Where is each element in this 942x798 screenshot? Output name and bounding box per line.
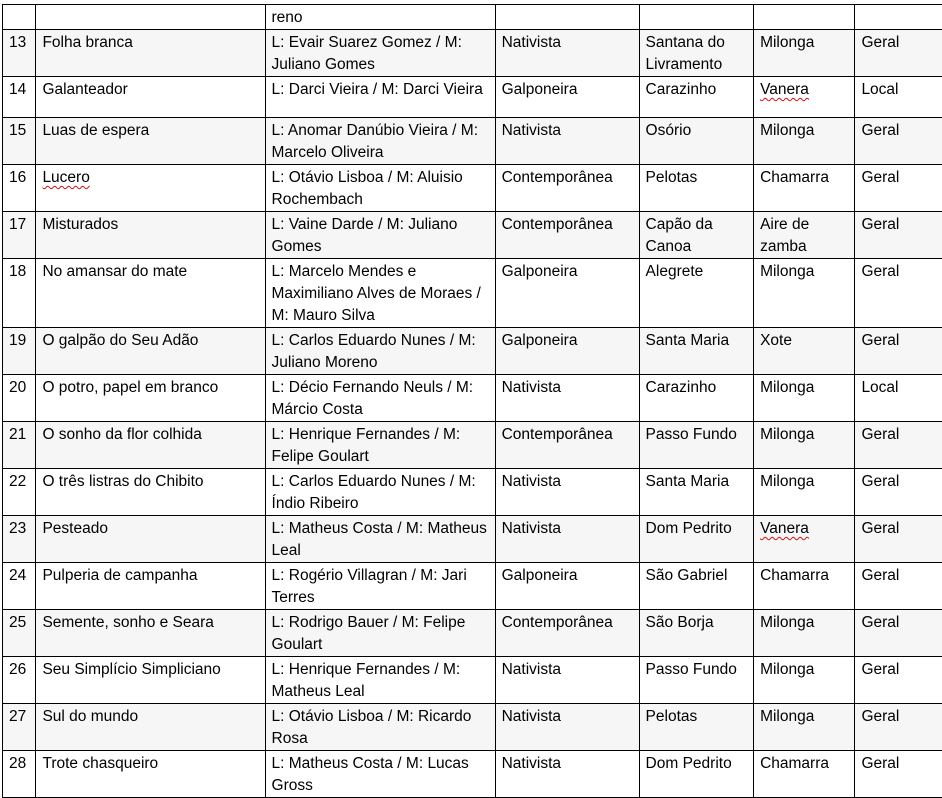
cell-scope: Geral	[855, 30, 942, 77]
cell-scope: Geral	[855, 563, 942, 610]
cell-title: Galanteador	[36, 77, 265, 118]
cell-credits: L: Rogério Villagran / M: Jari Terres	[265, 563, 495, 610]
cell-number: 15	[3, 118, 36, 165]
cell-title: Seu Simplício Simpliciano	[36, 657, 265, 704]
cell-style: Nativista	[495, 657, 639, 704]
cell-title	[36, 165, 265, 212]
cell-credits: L: Carlos Eduardo Nunes / M: Índio Ribeiro	[265, 469, 495, 516]
cell-city: Pelotas	[639, 165, 754, 212]
cell-rhythm: Milonga	[754, 657, 855, 704]
cell-scope: Local	[855, 375, 942, 422]
cell-rhythm: Milonga	[754, 259, 855, 328]
cell-scope: Geral	[855, 610, 942, 657]
cell-title: Trote chasqueiro	[36, 751, 265, 798]
cell-rhythm: Xote	[754, 328, 855, 375]
cell-scope: Local	[855, 77, 942, 118]
cell-scope: Geral	[855, 751, 942, 798]
cell-rhythm	[754, 77, 855, 118]
cell-city: Carazinho	[639, 77, 754, 118]
cell-style: Nativista	[495, 30, 639, 77]
cell-credits: L: Décio Fernando Neuls / M: Márcio Costa	[265, 375, 495, 422]
cell-scope: Geral	[855, 704, 942, 751]
cell-city: Santa Maria	[639, 328, 754, 375]
cell-style: Contemporânea	[495, 610, 639, 657]
cell-scope: Geral	[855, 165, 942, 212]
cell-title: O potro, papel em branco	[36, 375, 265, 422]
title-text: Lucero	[42, 169, 89, 186]
cell-scope	[855, 5, 942, 30]
cell-number: 28	[3, 751, 36, 798]
cell-scope: Geral	[855, 422, 942, 469]
cell-city: Santa Maria	[639, 469, 754, 516]
table-row	[3, 516, 942, 563]
cell-credits: L: Henrique Fernandes / M: Matheus Leal	[265, 657, 495, 704]
cell-rhythm: Milonga	[754, 118, 855, 165]
cell-style: Nativista	[495, 469, 639, 516]
cell-rhythm: Milonga	[754, 704, 855, 751]
cell-credits: L: Otávio Lisboa / M: Aluisio Rochembach	[265, 165, 495, 212]
cell-rhythm: Milonga	[754, 422, 855, 469]
cell-scope: Geral	[855, 118, 942, 165]
cell-city: Santana do Livramento	[639, 30, 754, 77]
cell-credits: L: Carlos Eduardo Nunes / M: Juliano Moreno	[265, 328, 495, 375]
cell-style: Nativista	[495, 751, 639, 798]
cell-style: Nativista	[495, 118, 639, 165]
cell-style: Contemporânea	[495, 212, 639, 259]
cell-rhythm	[754, 5, 855, 30]
table-row	[3, 259, 942, 328]
cell-style: Galponeira	[495, 563, 639, 610]
cell-title: O galpão do Seu Adão	[36, 328, 265, 375]
cell-number: 17	[3, 212, 36, 259]
cell-number: 16	[3, 165, 36, 212]
cell-number: 13	[3, 30, 36, 77]
cell-city: Dom Pedrito	[639, 751, 754, 798]
cell-credits: L: Evair Suarez Gomez / M: Juliano Gomes	[265, 30, 495, 77]
cell-city: Carazinho	[639, 375, 754, 422]
cell-city: Passo Fundo	[639, 422, 754, 469]
cell-style	[495, 5, 639, 30]
table-row	[3, 328, 942, 375]
cell-credits: L: Anomar Danúbio Vieira / M: Marcelo Oliveira	[265, 118, 495, 165]
cell-title: Semente, sonho e Seara	[36, 610, 265, 657]
cell-title: Sul do mundo	[36, 704, 265, 751]
table-row	[3, 563, 942, 610]
cell-rhythm: Chamarra	[754, 563, 855, 610]
cell-scope: Geral	[855, 516, 942, 563]
cell-style: Galponeira	[495, 259, 639, 328]
rhythm-text: Vanera	[760, 520, 809, 537]
cell-title: Luas de espera	[36, 118, 265, 165]
table-row	[3, 212, 942, 259]
table-row	[3, 375, 942, 422]
cell-city: São Borja	[639, 610, 754, 657]
cell-credits: L: Henrique Fernandes / M: Felipe Goulart	[265, 422, 495, 469]
cell-city: São Gabriel	[639, 563, 754, 610]
cell-credits: L: Rodrigo Bauer / M: Felipe Goulart	[265, 610, 495, 657]
cell-city: Osório	[639, 118, 754, 165]
table-row	[3, 165, 942, 212]
cell-title: Pulperia de campanha	[36, 563, 265, 610]
cell-scope: Geral	[855, 657, 942, 704]
cell-city: Alegrete	[639, 259, 754, 328]
cell-title: Pesteado	[36, 516, 265, 563]
cell-city: Capão da Canoa	[639, 212, 754, 259]
cell-number: 25	[3, 610, 36, 657]
cell-style: Nativista	[495, 375, 639, 422]
cell-rhythm: Chamarra	[754, 751, 855, 798]
cell-scope: Geral	[855, 469, 942, 516]
cell-credits: L: Matheus Costa / M: Lucas Gross	[265, 751, 495, 798]
cell-rhythm: Chamarra	[754, 165, 855, 212]
cell-number: 23	[3, 516, 36, 563]
cell-number: 22	[3, 469, 36, 516]
cell-credits: L: Darci Vieira / M: Darci Vieira	[265, 77, 495, 118]
cell-title: No amansar do mate	[36, 259, 265, 328]
cell-style: Galponeira	[495, 77, 639, 118]
cell-number: 18	[3, 259, 36, 328]
cell-city: Passo Fundo	[639, 657, 754, 704]
cell-title	[36, 5, 265, 30]
cell-city: Dom Pedrito	[639, 516, 754, 563]
rhythm-text: Vanera	[760, 81, 809, 98]
cell-number: 21	[3, 422, 36, 469]
cell-style: Nativista	[495, 516, 639, 563]
cell-rhythm: Milonga	[754, 30, 855, 77]
cell-rhythm: Milonga	[754, 375, 855, 422]
cell-number	[3, 5, 36, 30]
cell-number: 24	[3, 563, 36, 610]
cell-rhythm: Milonga	[754, 610, 855, 657]
cell-rhythm	[754, 516, 855, 563]
table-row	[3, 77, 942, 118]
table-row	[3, 422, 942, 469]
cell-credits: L: Vaine Darde / M: Juliano Gomes	[265, 212, 495, 259]
cell-scope: Geral	[855, 212, 942, 259]
cell-rhythm: Aire de zamba	[754, 212, 855, 259]
cell-number: 14	[3, 77, 36, 118]
cell-style: Contemporânea	[495, 422, 639, 469]
table-row-fragment	[3, 5, 942, 30]
cell-style: Contemporânea	[495, 165, 639, 212]
cell-title: Misturados	[36, 212, 265, 259]
cell-credits: reno	[265, 5, 495, 30]
cell-scope: Geral	[855, 328, 942, 375]
cell-title: O três listras do Chibito	[36, 469, 265, 516]
table-row	[3, 704, 942, 751]
cell-city: Pelotas	[639, 704, 754, 751]
cell-city	[639, 5, 754, 30]
cell-number: 19	[3, 328, 36, 375]
songs-table	[2, 4, 942, 798]
cell-scope: Geral	[855, 259, 942, 328]
cell-title: O sonho da flor colhida	[36, 422, 265, 469]
table-row	[3, 30, 942, 77]
cell-number: 27	[3, 704, 36, 751]
cell-credits: L: Otávio Lisboa / M: Ricardo Rosa	[265, 704, 495, 751]
cell-number: 26	[3, 657, 36, 704]
cell-rhythm: Milonga	[754, 469, 855, 516]
cell-title: Folha branca	[36, 30, 265, 77]
table-row	[3, 610, 942, 657]
cell-number: 20	[3, 375, 36, 422]
cell-credits: L: Marcelo Mendes e Maximiliano Alves de Moraes / M: Mauro Silva	[265, 259, 495, 328]
table-row	[3, 469, 942, 516]
table-row	[3, 118, 942, 165]
table-row	[3, 657, 942, 704]
cell-style: Galponeira	[495, 328, 639, 375]
cell-credits: L: Matheus Costa / M: Matheus Leal	[265, 516, 495, 563]
cell-style: Nativista	[495, 704, 639, 751]
table-row	[3, 751, 942, 798]
